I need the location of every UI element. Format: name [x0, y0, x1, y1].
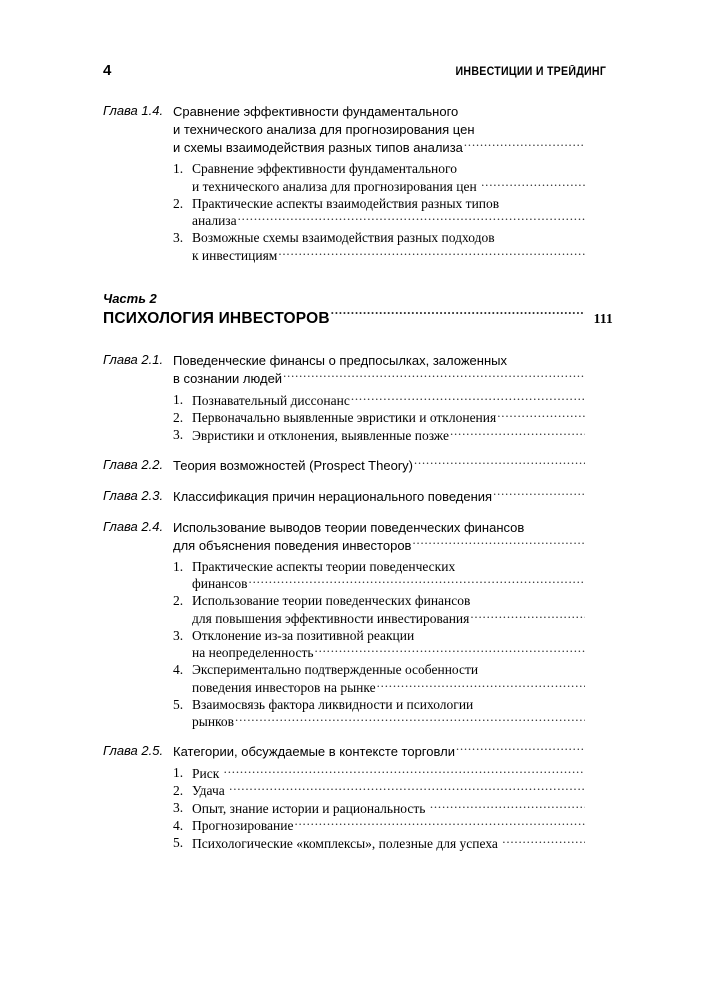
dot-leader — [481, 177, 585, 191]
chapter-title-text: Теория возможностей (Prospect Theory) — [173, 457, 413, 473]
subsection-title-line — [192, 246, 613, 264]
spacer — [103, 330, 613, 352]
dot-leader — [283, 370, 585, 383]
subsection-number: 4. — [173, 662, 184, 677]
leader-row — [192, 644, 613, 662]
chapter-entry[interactable] — [103, 488, 613, 506]
page-folio: 4 — [103, 62, 112, 79]
spacer — [103, 475, 613, 488]
subsection-entry[interactable] — [173, 661, 613, 696]
leader-row — [192, 391, 613, 409]
subsection-entry[interactable] — [173, 160, 613, 195]
subsection-title-line — [192, 782, 613, 800]
chapter-label: Глава 2.1. — [103, 352, 164, 367]
subsection-title-text: Возможные схемы взаимодействия разных подходов — [192, 230, 495, 245]
spacer — [103, 506, 613, 519]
leader-row — [173, 743, 613, 761]
subsection-number: 1. — [173, 558, 184, 574]
subsection-title-line — [192, 764, 613, 782]
subsection-number: 2. — [173, 593, 184, 608]
subsection-number: 3. — [173, 800, 184, 815]
leader-row — [192, 799, 613, 817]
subsection-number: 3. — [173, 427, 184, 442]
spacer — [103, 730, 613, 743]
leader-row — [173, 457, 613, 475]
subsection-title-text: Использование теории поведенческих финансов — [192, 593, 471, 608]
chapter-title-line — [173, 457, 613, 475]
chapter-entry[interactable] — [103, 743, 613, 761]
chapter-title-text: Использование выводов теории поведенческих финансов — [173, 519, 525, 535]
chapter-label: Глава 2.3. — [103, 487, 164, 503]
text-line — [173, 519, 613, 537]
leader-row — [192, 678, 613, 696]
chapter-title-text: для объяснения поведения инвесторов — [173, 537, 412, 553]
chapter-label: Глава 2.5. — [103, 743, 164, 758]
chapter-title-line — [173, 743, 613, 761]
dot-leader — [414, 457, 585, 470]
text-line — [173, 121, 613, 139]
subsection-entry[interactable] — [173, 409, 613, 427]
subsection-title-line — [192, 644, 613, 662]
subsection-title-text: Эвристики и отклонения, выявленные позже — [192, 427, 449, 443]
chapter-title-line — [173, 537, 613, 555]
subsection-number: 1. — [173, 161, 184, 176]
dot-leader — [229, 782, 585, 796]
subsection-number: 5. — [173, 835, 184, 850]
dot-leader — [430, 799, 585, 813]
subsection-title-text: Взаимосвязь фактора ликвидности и психологии — [192, 696, 474, 712]
text-line — [192, 627, 613, 644]
subsection-title-text: Познавательный диссонанс — [192, 392, 350, 408]
subsection-title-line — [192, 426, 613, 444]
running-head-title: ИНВЕСТИЦИИ И ТРЕЙДИНГ — [455, 66, 607, 78]
dot-leader — [412, 537, 585, 550]
dot-leader — [497, 409, 585, 423]
chapter-entry[interactable] — [103, 103, 613, 157]
chapter-title-text: в сознании людей — [173, 371, 283, 386]
dot-leader — [464, 139, 585, 152]
subsection-title-text: финансов — [192, 576, 248, 591]
subsection-title-text: Опыт, знание истории и рациональность — [192, 800, 429, 816]
part-heading[interactable] — [103, 289, 613, 331]
chapter-title-line — [173, 488, 613, 506]
subsection-entry[interactable] — [173, 817, 613, 835]
chapter-title-line — [173, 370, 613, 388]
chapter-subsection-list — [103, 764, 613, 852]
text-line — [192, 229, 613, 246]
leader-row — [192, 575, 613, 593]
leader-row — [192, 817, 613, 835]
subsection-title-line — [192, 713, 613, 731]
subsection-title-line — [192, 799, 613, 817]
chapter-title-text: Поведенческие финансы о предпосылках, заложенных — [173, 353, 507, 368]
subsection-entry[interactable] — [173, 627, 613, 662]
text-line — [192, 195, 613, 212]
subsection-entry[interactable] — [173, 391, 613, 409]
chapter-label: Глава 2.4. — [103, 518, 164, 534]
subsection-title-text: Практические аспекты взаимодействия разных типов — [192, 195, 500, 211]
chapter-entry[interactable] — [103, 352, 613, 388]
subsection-title-line — [192, 817, 613, 835]
subsection-number: 3. — [173, 230, 184, 245]
dot-leader — [331, 308, 585, 324]
leader-row — [192, 764, 613, 782]
chapter-label: Глава 1.4. — [103, 103, 164, 118]
part-title-row — [103, 308, 613, 331]
dot-leader — [351, 391, 585, 405]
dot-leader — [315, 644, 585, 658]
dot-leader — [235, 713, 585, 727]
subsection-title-text: Отклонение из-за позитивной реакции — [192, 627, 415, 643]
subsection-number: 1. — [173, 392, 184, 407]
spacer — [103, 444, 613, 457]
subsection-title-text: на неопределенность — [192, 645, 314, 660]
subsection-title-line — [192, 609, 613, 627]
dot-leader — [470, 609, 585, 623]
chapter-label: Глава 2.2. — [103, 456, 164, 472]
leader-row — [192, 177, 613, 195]
leader-row — [173, 139, 613, 157]
subsection-entry[interactable] — [173, 229, 613, 264]
leader-row — [192, 426, 613, 444]
subsection-entry[interactable] — [173, 592, 613, 627]
subsection-title-line — [192, 834, 613, 852]
subsection-title-text: к инвестициям — [192, 247, 278, 263]
dot-leader — [450, 426, 585, 440]
leader-row — [192, 609, 613, 627]
subsection-title-line — [192, 391, 613, 409]
dot-leader — [278, 246, 585, 260]
text-line — [192, 558, 613, 575]
subsection-title-text: Удача — [192, 783, 229, 798]
part-kicker: Часть 2 — [103, 290, 157, 306]
text-line — [173, 103, 613, 121]
table-of-contents — [103, 103, 613, 852]
subsection-title-text: Прогнозирование — [192, 818, 294, 833]
leader-row — [192, 713, 613, 731]
text-line — [192, 661, 613, 678]
dot-leader — [294, 817, 585, 831]
subsection-entry[interactable] — [173, 782, 613, 800]
chapter-subsection-list — [103, 391, 613, 444]
subsection-title-text: для повышения эффективности инвестирования — [192, 610, 470, 626]
subsection-entry[interactable] — [173, 195, 613, 230]
dot-leader — [502, 834, 585, 848]
dot-leader — [224, 764, 585, 778]
text-line — [173, 352, 613, 370]
subsection-title-text: Экспериментально подтвержденные особенности — [192, 662, 479, 677]
chapter-entry[interactable] — [103, 519, 613, 555]
subsection-entry[interactable] — [173, 764, 613, 782]
subsection-entry[interactable] — [173, 696, 613, 731]
leader-row — [173, 488, 613, 506]
subsection-title-line — [192, 409, 613, 427]
subsection-title-text: Практические аспекты теории поведенческих — [192, 558, 456, 574]
dot-leader — [249, 575, 585, 589]
dot-leader — [456, 743, 585, 756]
chapter-title-text: Классификация причин нерационального поведения — [173, 488, 493, 504]
dot-leader — [493, 488, 585, 501]
leader-row — [192, 246, 613, 264]
subsection-number: 5. — [173, 696, 184, 712]
chapter-title-text: Сравнение эффективности фундаментального — [173, 104, 459, 119]
subsection-title-text: анализа — [192, 213, 237, 228]
subsection-title-text: Психологические «комплексы», полезные для успеха — [192, 835, 502, 851]
subsection-number: 4. — [173, 817, 184, 833]
dot-leader — [238, 212, 585, 226]
subsection-title-text: Сравнение эффективности фундаментального — [192, 161, 457, 176]
chapter-subsection-list — [103, 160, 613, 264]
leader-row — [192, 834, 613, 852]
chapter-title-text: и схемы взаимодействия разных типов анализа — [173, 140, 463, 155]
text-line — [192, 592, 613, 609]
running-head — [103, 62, 613, 79]
subsection-number: 3. — [173, 627, 184, 643]
subsection-number: 2. — [173, 195, 184, 211]
part-page-number[interactable]: 111 — [593, 311, 613, 326]
subsection-entry[interactable] — [173, 558, 613, 593]
subsection-entry[interactable] — [173, 426, 613, 444]
subsection-title-line — [192, 212, 613, 230]
leader-row — [192, 409, 613, 427]
subsection-title-text: Риск — [192, 765, 223, 781]
subsection-title-text: рынков — [192, 714, 235, 729]
leader-row — [192, 212, 613, 230]
text-line — [192, 160, 613, 177]
subsection-title-text: поведения инвесторов на рынке — [192, 679, 376, 695]
chapter-title-text: Категории, обсуждаемые в контексте торговли — [173, 744, 455, 759]
subsection-entry[interactable] — [173, 834, 613, 852]
chapter-title-text: и технического анализа для прогнозирования цен — [173, 122, 475, 137]
chapter-title-line — [173, 139, 613, 157]
text-line — [192, 696, 613, 713]
chapter-entry[interactable] — [103, 457, 613, 475]
subsection-title-text: Первоначально выявленные эвристики и отклонения — [192, 410, 497, 425]
dot-leader — [377, 678, 585, 692]
part-title: ПСИХОЛОГИЯ ИНВЕСТОРОВ — [103, 310, 330, 327]
subsection-title-line — [192, 177, 613, 195]
chapter-subsection-list — [103, 558, 613, 731]
subsection-number: 2. — [173, 782, 184, 798]
subsection-title-line — [192, 678, 613, 696]
subsection-title-text: и технического анализа для прогнозирования цен — [192, 178, 481, 194]
leader-row — [173, 537, 613, 555]
spacer — [103, 264, 613, 289]
leader-row — [173, 370, 613, 388]
leader-row — [192, 782, 613, 800]
subsection-title-line — [192, 575, 613, 593]
subsection-number: 1. — [173, 765, 184, 780]
subsection-number: 2. — [173, 409, 184, 425]
subsection-entry[interactable] — [173, 799, 613, 817]
